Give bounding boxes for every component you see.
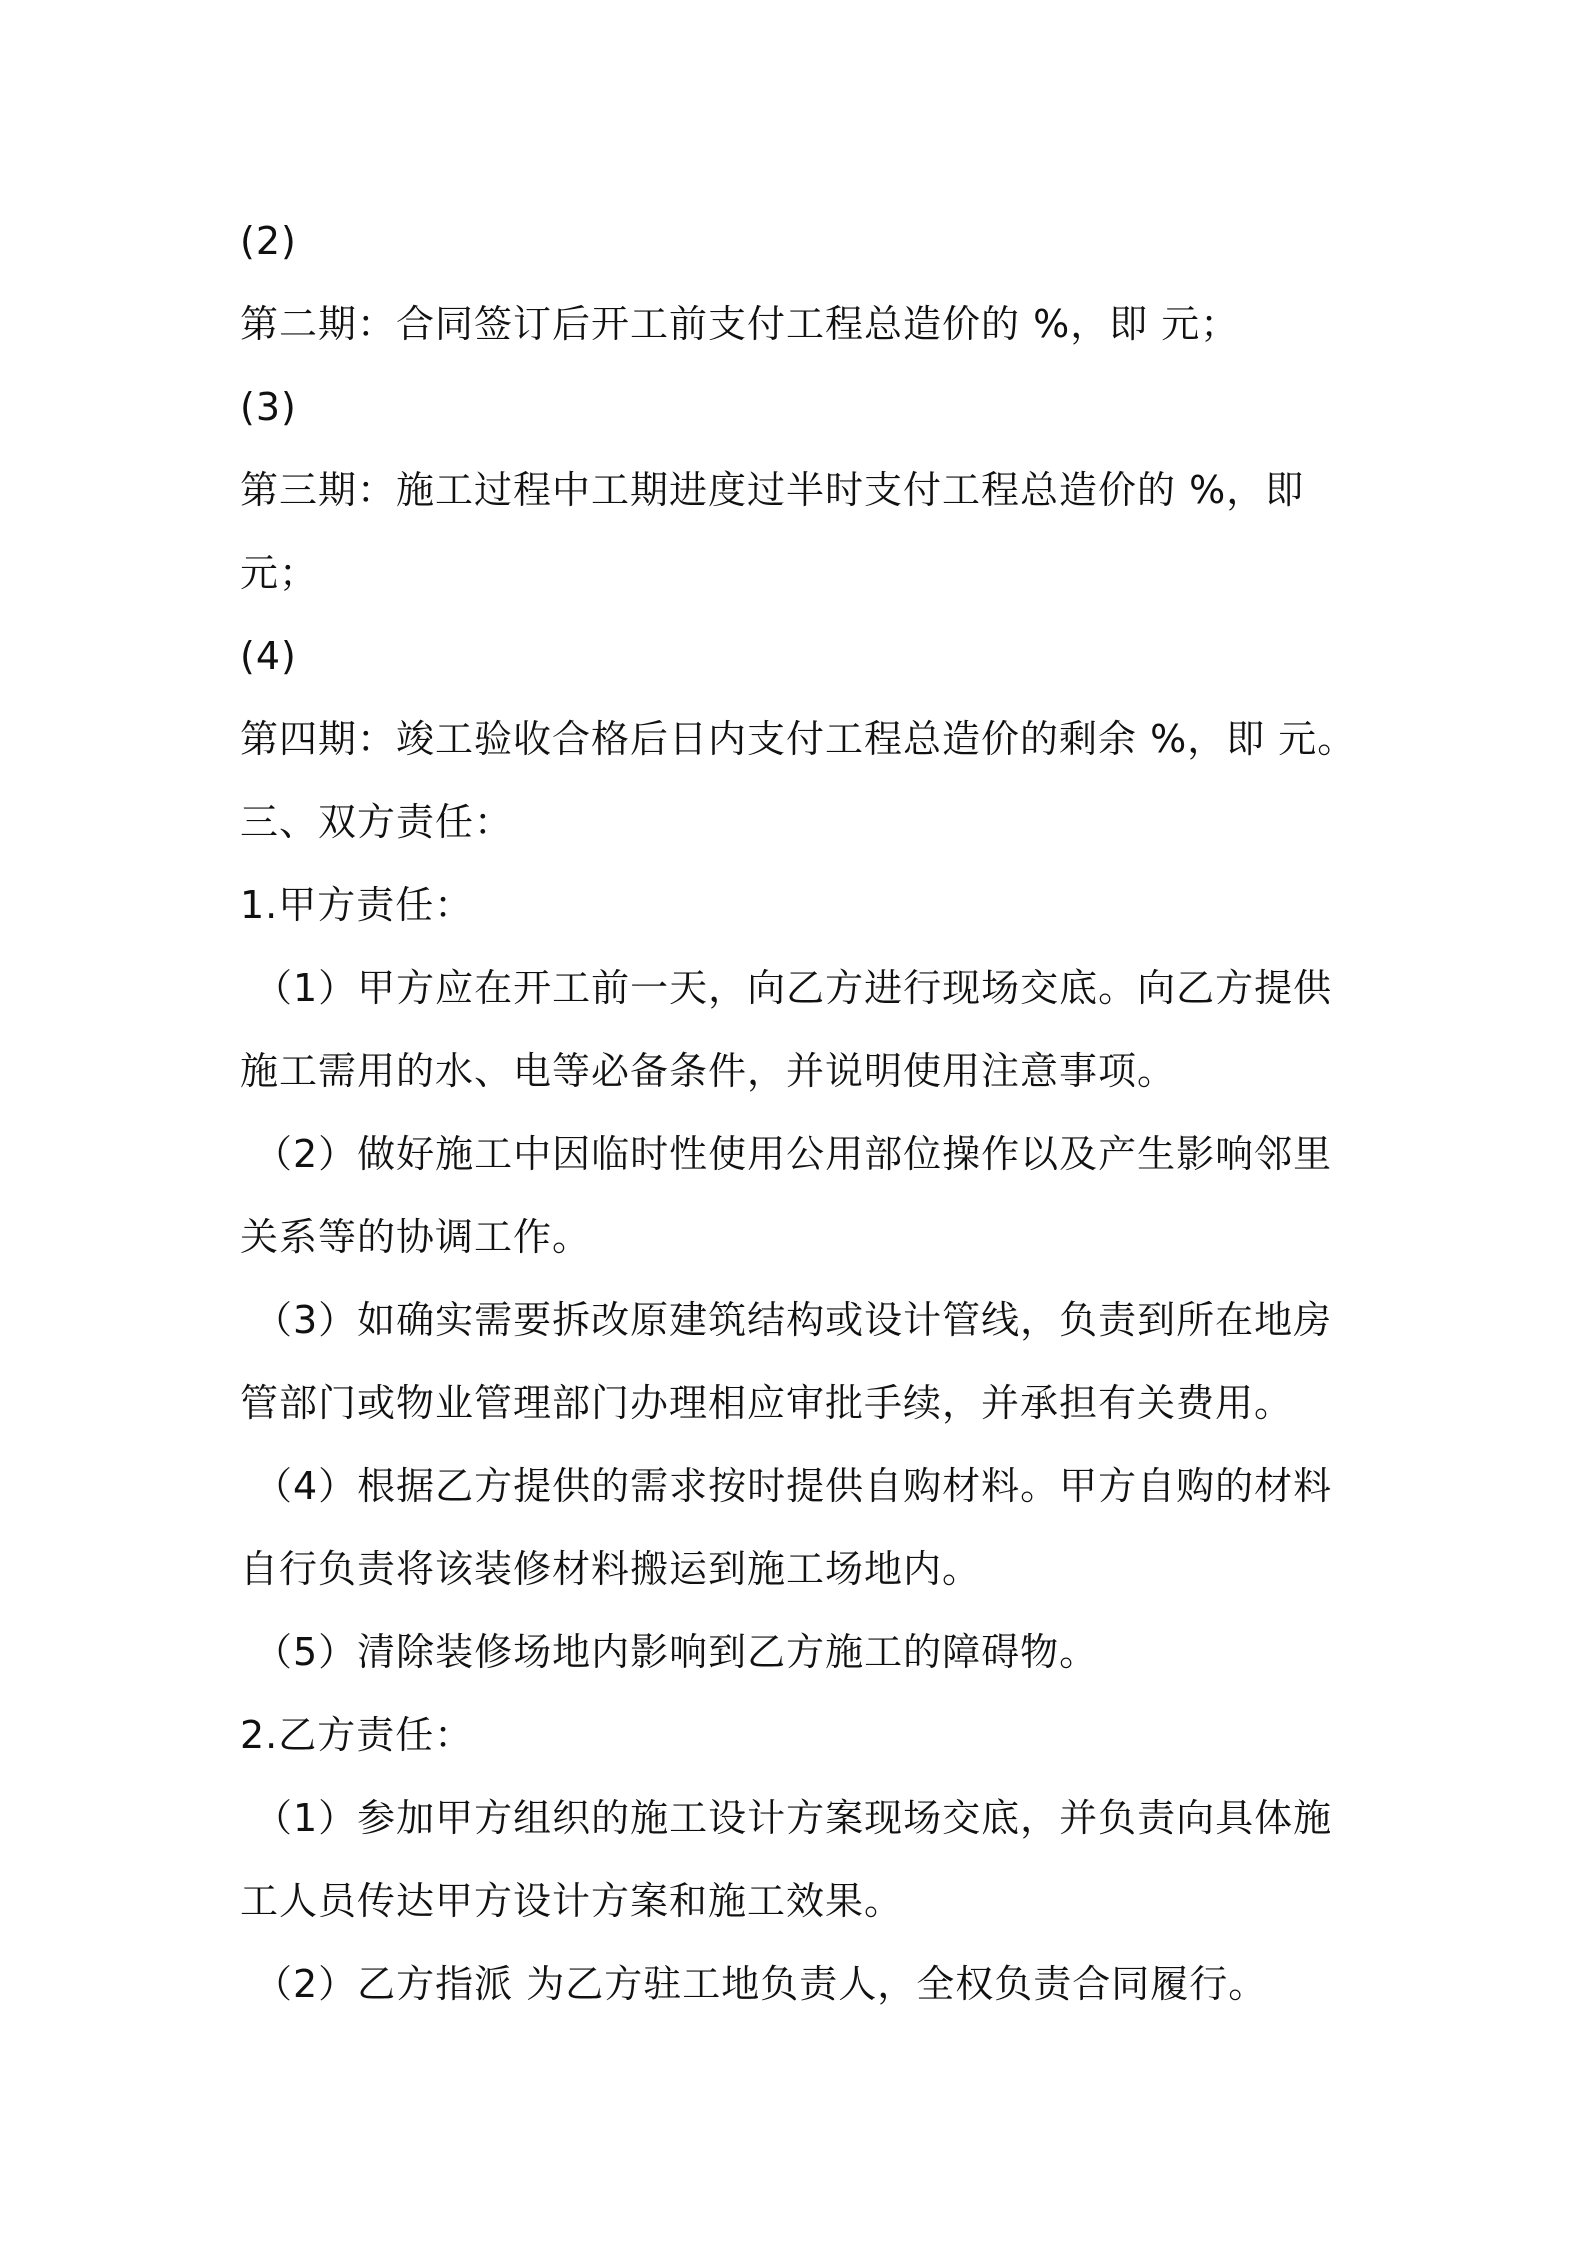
section-heading-responsibilities: 三、双方责任：: [240, 800, 514, 844]
document-body: [240, 200, 1360, 2026]
payment-item-number-2: (2): [240, 219, 297, 263]
payment-stage-3-continued: 元；: [240, 551, 319, 595]
payment-stage-4: 第四期：竣工验收合格后日内支付工程总造价的剩余 %，即 元。: [240, 717, 1357, 761]
party-b-item-1-continued: 工人员传达甲方设计方案和施工效果。: [240, 1879, 904, 1923]
party-b-item-2: （2）乙方指派 为乙方驻工地负责人，全权负责合同履行。: [254, 1962, 1268, 2006]
party-a-item-1: （1）甲方应在开工前一天，向乙方进行现场交底。向乙方提供: [254, 966, 1333, 1010]
party-a-item-4-continued: 自行负责将该装修材料搬运到施工场地内。: [240, 1547, 982, 1591]
party-a-item-3: （3）如确实需要拆改原建筑结构或设计管线，负责到所在地房: [254, 1298, 1333, 1342]
party-a-item-5: （5）清除装修场地内影响到乙方施工的障碍物。: [254, 1630, 1099, 1674]
payment-item-number-4: (4): [240, 634, 297, 678]
payment-stage-2: 第二期：合同签订后开工前支付工程总造价的 %，即 元；: [240, 302, 1240, 346]
party-a-item-2: （2）做好施工中因临时性使用公用部位操作以及产生影响邻里: [254, 1132, 1333, 1176]
party-a-item-2-continued: 关系等的协调工作。: [240, 1215, 592, 1259]
party-b-item-1: （1）参加甲方组织的施工设计方案现场交底，并负责向具体施: [254, 1796, 1333, 1840]
party-a-heading: 1.甲方责任：: [240, 883, 474, 927]
party-a-item-3-continued: 管部门或物业管理部门办理相应审批手续，并承担有关费用。: [240, 1381, 1294, 1425]
payment-stage-3: 第三期：施工过程中工期进度过半时支付工程总造价的 %，即: [240, 468, 1305, 512]
payment-item-number-3: (3): [240, 385, 297, 429]
party-b-heading: 2.乙方责任：: [240, 1713, 474, 1757]
party-a-item-1-continued: 施工需用的水、电等必备条件，并说明使用注意事项。: [240, 1049, 1177, 1093]
party-a-item-4: （4）根据乙方提供的需求按时提供自购材料。甲方自购的材料: [254, 1464, 1333, 1508]
